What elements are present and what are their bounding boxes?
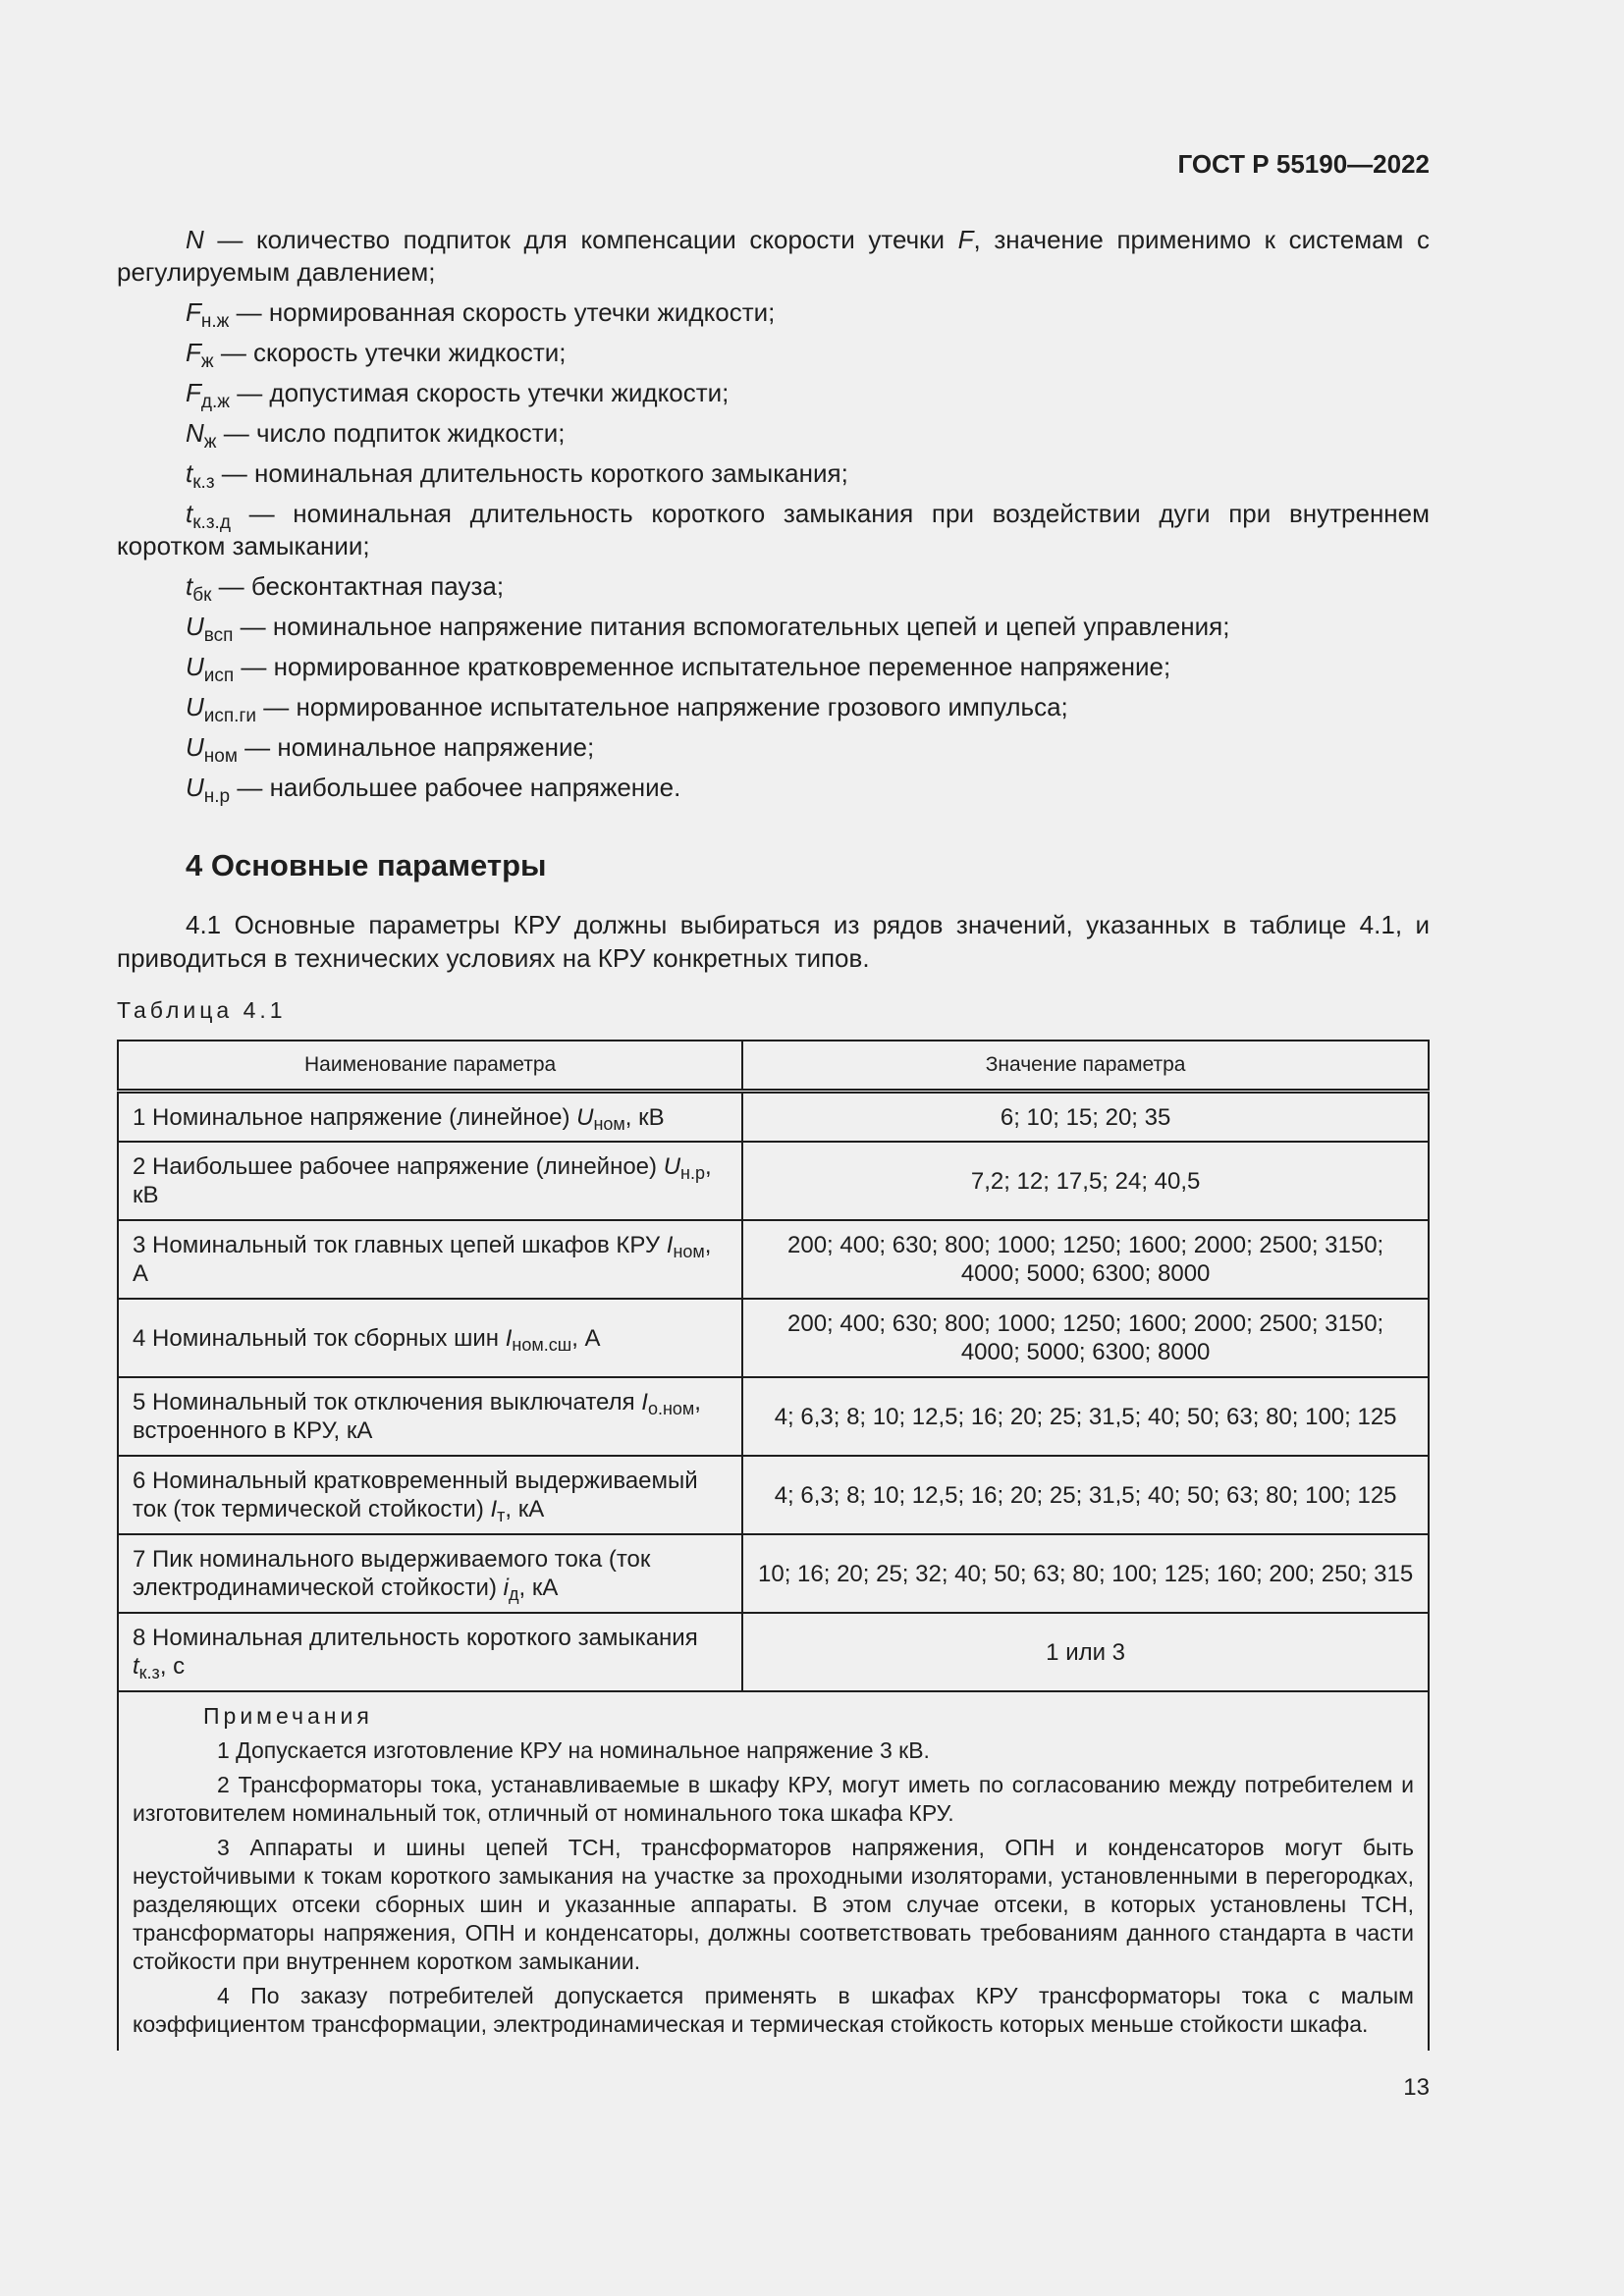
document-code: ГОСТ Р 55190—2022 <box>1177 149 1430 179</box>
table-row <box>118 1534 1429 1613</box>
parameter-text: 7 Пик номинального выдерживаемого тока (ток электродинамической стойкости) <box>133 1546 651 1601</box>
legend-text: — номинальное напряжение питания вспомогательных цепей и цепей управления; <box>233 612 1230 641</box>
legend-text: — наибольшее рабочее напряжение. <box>230 773 681 802</box>
parameter-name <box>118 1092 742 1143</box>
parameter-value: 200; 400; 630; 800; 1000; 1250; 1600; 2000; 2500; 3150; 4000; 5000; 6300; 8000 <box>742 1299 1429 1377</box>
parameter-name <box>118 1534 742 1613</box>
parameter-symbol: I <box>641 1389 648 1415</box>
parameter-text: 4 Номинальный ток сборных шин <box>133 1324 506 1352</box>
legend-text: — нормированное кратковременное испытательное переменное напряжение; <box>234 652 1171 681</box>
legend-subscript: н.р <box>203 786 231 807</box>
legend-symbol: F <box>957 225 974 254</box>
legend-symbol: U <box>186 732 204 762</box>
legend-text: — номинальное напряжение; <box>237 732 595 762</box>
parameter-symbol: U <box>576 1103 594 1131</box>
parameter-name <box>118 1377 742 1456</box>
legend-symbol: t <box>186 571 193 601</box>
legend-subscript: к.з <box>192 472 215 493</box>
parameter-subscript: н.р <box>680 1163 705 1183</box>
legend-text: — скорость утечки жидкости; <box>213 338 567 367</box>
legend-item <box>117 691 1430 726</box>
parameter-value: 4; 6,3; 8; 10; 12,5; 16; 20; 25; 31,5; 40; 50; 63; 80; 100; 125 <box>742 1456 1429 1534</box>
legend-item <box>117 570 1430 606</box>
legend-text: — нормированное испытательное напряжение грозового импульса; <box>256 692 1068 721</box>
legend-item <box>117 772 1430 807</box>
notes-row <box>118 1691 1429 2051</box>
section-title: 4 Основные параметры <box>186 848 547 882</box>
parameter-text: 5 Номинальный ток отключения выключателя <box>133 1389 642 1415</box>
table-notes <box>118 1691 1429 2051</box>
notes-title: Примечания <box>203 1703 373 1729</box>
legend-subscript: всп <box>203 625 234 646</box>
parameter-text: 8 Номинальная длительность короткого замыкания <box>133 1625 698 1651</box>
parameter-unit: , кВ <box>133 1153 712 1208</box>
table-row <box>118 1377 1429 1456</box>
note-item: 1 Допускается изготовление КРУ на номинальное напряжение 3 кВ. <box>217 1737 930 1763</box>
legend-subscript: к.з.д <box>192 512 231 533</box>
parameter-name <box>118 1613 742 1691</box>
parameter-text: 6 Номинальный кратковременный выдерживаемый ток (ток термической стойкости) <box>133 1468 698 1522</box>
note-item: 2 Трансформаторы тока, устанавливаемые в шкафу КРУ, могут иметь по согласованию между потребителем и изготовителем номинальный ток, отличный от номинального тока шкафа КРУ. <box>133 1772 1414 1826</box>
parameter-unit: , кА <box>518 1575 559 1601</box>
parameter-value: 1 или 3 <box>742 1613 1429 1691</box>
parameter-unit: , встроенного в КРУ, кА <box>133 1389 701 1444</box>
parameter-symbol: I <box>490 1496 498 1522</box>
legend-symbol: F <box>186 378 201 407</box>
legend-text: — число подпиток жидкости; <box>216 418 566 448</box>
legend-subscript: исп.ги <box>203 706 257 726</box>
table-row <box>118 1613 1429 1691</box>
parameter-value: 6; 10; 15; 20; 35 <box>742 1092 1429 1143</box>
legend-text: — номинальная длительность короткого замыкания при воздействии дуги при внутреннем коротком замыкании; <box>117 499 1430 561</box>
parameter-text: 1 Номинальное напряжение (линейное) <box>133 1103 577 1131</box>
page-number: 13 <box>1403 2074 1430 2101</box>
parameter-name <box>118 1220 742 1299</box>
legend-subscript: д.ж <box>200 392 230 412</box>
legend-symbol: U <box>186 652 204 681</box>
legend-symbol: t <box>186 499 193 528</box>
legend-symbol: t <box>186 458 193 488</box>
parameter-symbol: i <box>503 1575 509 1601</box>
parameter-name <box>118 1142 742 1220</box>
parameter-value: 4; 6,3; 8; 10; 12,5; 16; 20; 25; 31,5; 40; 50; 63; 80; 100; 125 <box>742 1377 1429 1456</box>
parameter-subscript: к.з <box>138 1663 160 1682</box>
legend-symbol: U <box>186 612 204 641</box>
symbol-legend <box>117 224 1430 812</box>
parameter-subscript: ном <box>593 1113 625 1134</box>
legend-text: — нормированная скорость утечки жидкости; <box>229 297 776 327</box>
legend-subscript: ж <box>203 432 217 453</box>
parameter-unit: , кВ <box>624 1103 665 1131</box>
parameter-subscript: т <box>497 1506 506 1525</box>
table-row <box>118 1456 1429 1534</box>
table-caption: Таблица 4.1 <box>117 997 287 1023</box>
legend-subscript: н.ж <box>200 311 230 332</box>
legend-text: — допустимая скорость утечки жидкости; <box>229 378 730 407</box>
legend-text: — количество подпиток для компенсации скорости утечки <box>203 225 958 254</box>
legend-symbol: U <box>186 692 204 721</box>
legend-subscript: ж <box>200 351 214 372</box>
legend-text: , значение применимо к системам с регулируемым давлением; <box>117 225 1431 287</box>
legend-text: — номинальная длительность короткого замыкания; <box>214 458 848 488</box>
parameter-name <box>118 1299 742 1377</box>
parameter-unit: , А <box>133 1232 712 1287</box>
legend-symbol: F <box>186 297 201 327</box>
parameter-value: 7,2; 12; 17,5; 24; 40,5 <box>742 1142 1429 1220</box>
legend-symbol: U <box>186 773 204 802</box>
parameter-subscript: д <box>508 1584 519 1604</box>
legend-symbol: N <box>186 225 204 254</box>
legend-subscript: ном <box>203 746 238 767</box>
parameter-symbol: t <box>133 1653 139 1680</box>
parameter-symbol: I <box>505 1324 513 1352</box>
legend-item <box>117 498 1430 562</box>
parameter-subscript: ном <box>673 1242 705 1261</box>
parameter-text: 2 Наибольшее рабочее напряжение (линейное) <box>133 1153 664 1180</box>
legend-item <box>117 611 1430 646</box>
legend-text: — бесконтактная пауза; <box>211 571 505 601</box>
parameter-value: 10; 16; 20; 25; 32; 40; 50; 63; 80; 100; 125; 160; 200; 250; 315 <box>742 1534 1429 1613</box>
legend-symbol: N <box>186 418 204 448</box>
parameter-symbol: U <box>663 1153 681 1180</box>
note-item: 3 Аппараты и шины цепей ТСН, трансформаторов напряжения, ОПН и конденсаторов могут быть неустойчивыми к токам короткого замыкания на участке за проходными изоляторами, установленными в перегородках, разделяющих отсеки сборных шин и указанные аппараты. В этом случае отсеки, в которых установлены ТСН, трансформаторы напряжения, ОПН и конденсаторы, должны соответствовать требованиям данного стандарта в части стойкости при внутреннем коротком замыкании. <box>133 1835 1414 1974</box>
parameter-unit: , А <box>571 1324 601 1352</box>
column-header: Наименование параметра <box>118 1041 742 1092</box>
parameter-subscript: о.ном <box>647 1399 695 1418</box>
table-row <box>118 1220 1429 1299</box>
section-intro: 4.1 Основные параметры КРУ должны выбираться из рядов значений, указанных в таблице 4.1, и приводиться в технических условиях на КРУ конкретных типов. <box>117 910 1430 973</box>
parameter-unit: , кА <box>505 1496 545 1522</box>
parameter-subscript: ном.сш <box>512 1334 572 1355</box>
parameter-text: 3 Номинальный ток главных цепей шкафов КРУ <box>133 1232 667 1258</box>
legend-subscript: исп <box>203 666 235 686</box>
parameters-table <box>117 1040 1430 2051</box>
note-item: 4 По заказу потребителей допускается применять в шкафах КРУ трансформаторы тока с малым коэффициентом трансформации, электродинамическая и термическая стойкость которых меньше стойкости шкафа. <box>133 1983 1414 2037</box>
legend-symbol: F <box>186 338 201 367</box>
legend-subscript: бк <box>192 585 212 606</box>
table-row <box>118 1092 1429 1143</box>
parameter-unit: , с <box>159 1653 186 1680</box>
parameter-value: 200; 400; 630; 800; 1000; 1250; 1600; 2000; 2500; 3150; 4000; 5000; 6300; 8000 <box>742 1220 1429 1299</box>
table-row <box>118 1299 1429 1377</box>
legend-item <box>117 731 1430 767</box>
legend-item <box>117 651 1430 686</box>
legend-item <box>117 457 1430 493</box>
parameter-symbol: I <box>666 1232 674 1258</box>
legend-item <box>117 417 1430 453</box>
parameter-name <box>118 1456 742 1534</box>
legend-item <box>117 224 1430 289</box>
table-row <box>118 1142 1429 1220</box>
legend-item <box>117 296 1430 332</box>
column-header: Значение параметра <box>742 1041 1429 1092</box>
table-header-row <box>118 1041 1429 1092</box>
legend-item <box>117 337 1430 372</box>
legend-item <box>117 377 1430 412</box>
